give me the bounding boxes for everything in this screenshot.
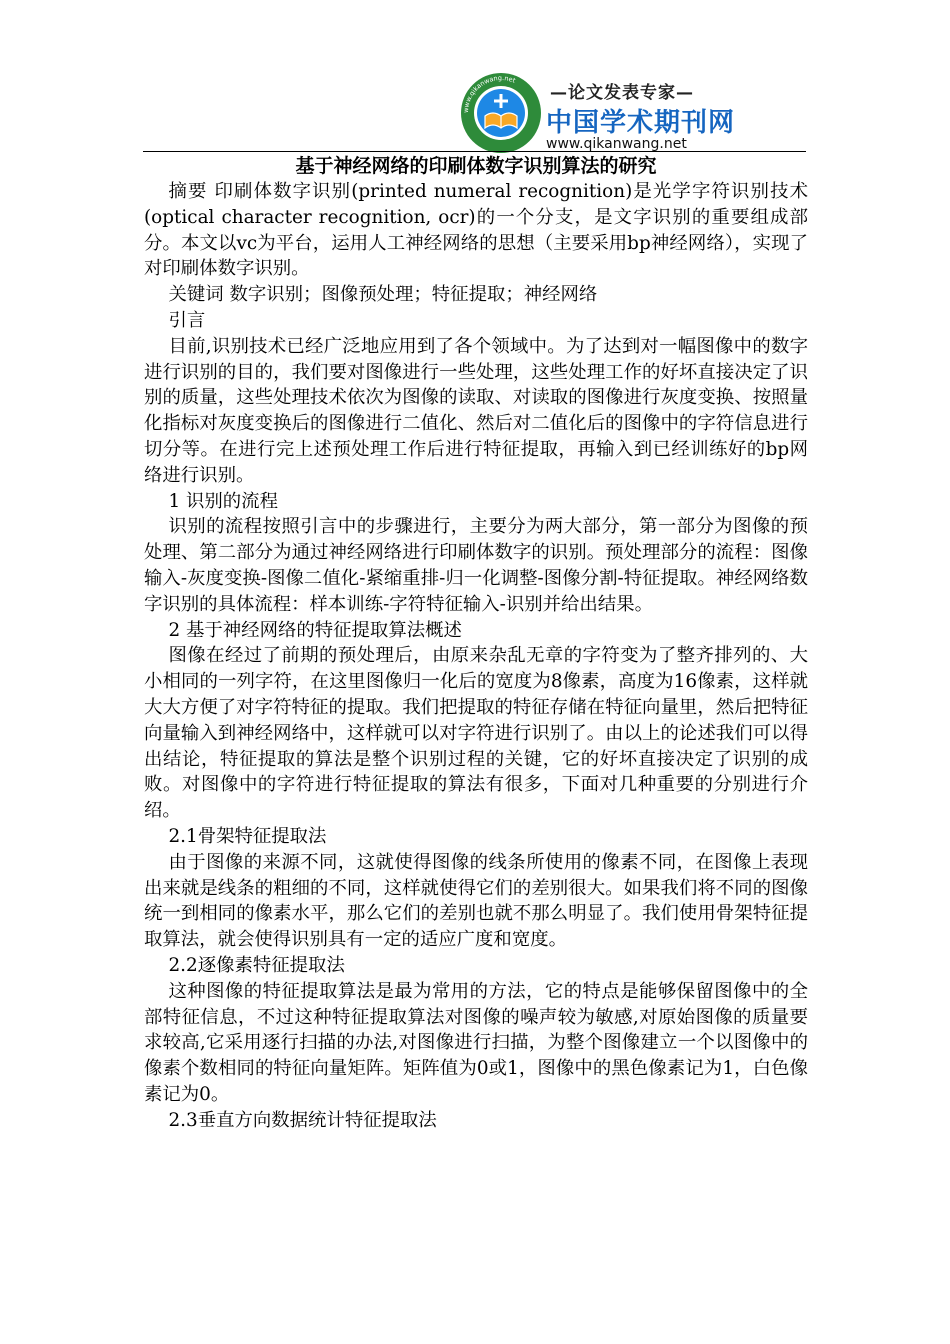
- intro-heading: 引言: [168, 309, 206, 331]
- header-rule: [143, 151, 806, 152]
- section-1-paragraph: 识别的流程按照引言中的步骤进行，主要分为两大部分，第一部分为图像的预处理、第二部分为通过神经网络进行印刷体数字的识别。预处理部分的流程：图像输入-灰度变换-图像二值化-紧缩重排-归一化调整-图像分割-特征提取。神经网络数字识别的具体流程：样本训练-字符特征输入-识别并给出结果。: [144, 516, 808, 615]
- logo-site-name: 中国学术期刊网: [546, 108, 736, 138]
- logo-tagline: —论文发表专家—: [550, 83, 694, 103]
- section-2-1-heading: 2.1骨架特征提取法: [168, 825, 327, 847]
- section-2-2-paragraph: 这种图像的特征提取算法是最为常用的方法，它的特点是能够保留图像中的全部特征信息，不过这种特征提取算法对图像的噪声较为敏感,对原始图像的质量要求较高,它采用逐行扫描的办法,对图像进行扫描，为整个图像建立一个以图像中的像素个数相同的特征向量矩阵。矩阵值为0或1，图像中的黑色像素记为1，白色像素记为0。: [144, 980, 808, 1105]
- logo-ring-text: www.qikanwang.net: [461, 73, 517, 114]
- section-2-1-paragraph: 由于图像的来源不同，这就使得图像的线条所使用的像素不同，在图像上表现出来就是线条的粗细的不同，这样就使得它们的差别很大。如果我们将不同的图像统一到相同的像素水平，那么它们的差别也就不那么明显了。我们使用骨架特征提取算法，就会使得识别具有一定的适应广度和宽度。: [144, 851, 808, 951]
- intro-paragraph: 目前,识别技术已经广泛地应用到了各个领域中。为了达到对一幅图像中的数字进行识别的目的，我们要对图像进行一些处理，这些处理工作的好坏直接决定了识别的质量，这些处理技术依次为图像的读取、对读取的图像进行灰度变换、按照量化指标对灰度变换后的图像进行二值化、然后对二值化后的图像中的字符信息进行切分等。在进行完上述预处理工作后进行特征提取，再输入到已经训练好的bp网络进行识别。: [144, 335, 808, 486]
- keywords-line: 关键词 数字识别；图像预处理；特征提取；神经网络: [168, 284, 598, 306]
- logo-url: www.qikanwang.net: [546, 136, 687, 152]
- section-1-heading: 1 识别的流程: [168, 490, 278, 512]
- section-2-heading: 2 基于神经网络的特征提取算法概述: [168, 619, 462, 641]
- section-2-3-heading: 2.3垂直方向数据统计特征提取法: [168, 1109, 437, 1131]
- section-2-2-heading: 2.2逐像素特征提取法: [168, 954, 345, 976]
- article-body: [144, 153, 808, 1133]
- section-2-paragraph: 图像在经过了前期的预处理后，由原来杂乱无章的字符变为了整齐排列的、大小相同的一列字符，在这里图像归一化后的宽度为8像素，高度为16像素，这样就大大方便了对字符特征的提取。我们把提取的特征存储在特征向量里，然后把特征向量输入到神经网络中，这样就可以对字符进行识别了。由以上的论述我们可以得出结论，特征提取的算法是整个识别过程的关键，它的好坏直接决定了识别的成败。对图像中的字符进行特征提取的算法有很多，下面对几种重要的分别进行介绍。: [144, 645, 808, 822]
- journal-logo: [460, 72, 736, 152]
- globe-book-seal-icon: [460, 72, 542, 154]
- article-title: 基于神经网络的印刷体数字识别算法的研究: [295, 155, 657, 177]
- abstract-paragraph: 摘要 印刷体数字识别(printed numeral recognition)是光学字符识别技术(optical character recognition, ocr)的一个分支，是文字识别的重要组成部分。本文以vc为平台，运用人工神经网络的思想（主要采用bp神经网络），实现了对印刷体数字识别。: [144, 181, 808, 280]
